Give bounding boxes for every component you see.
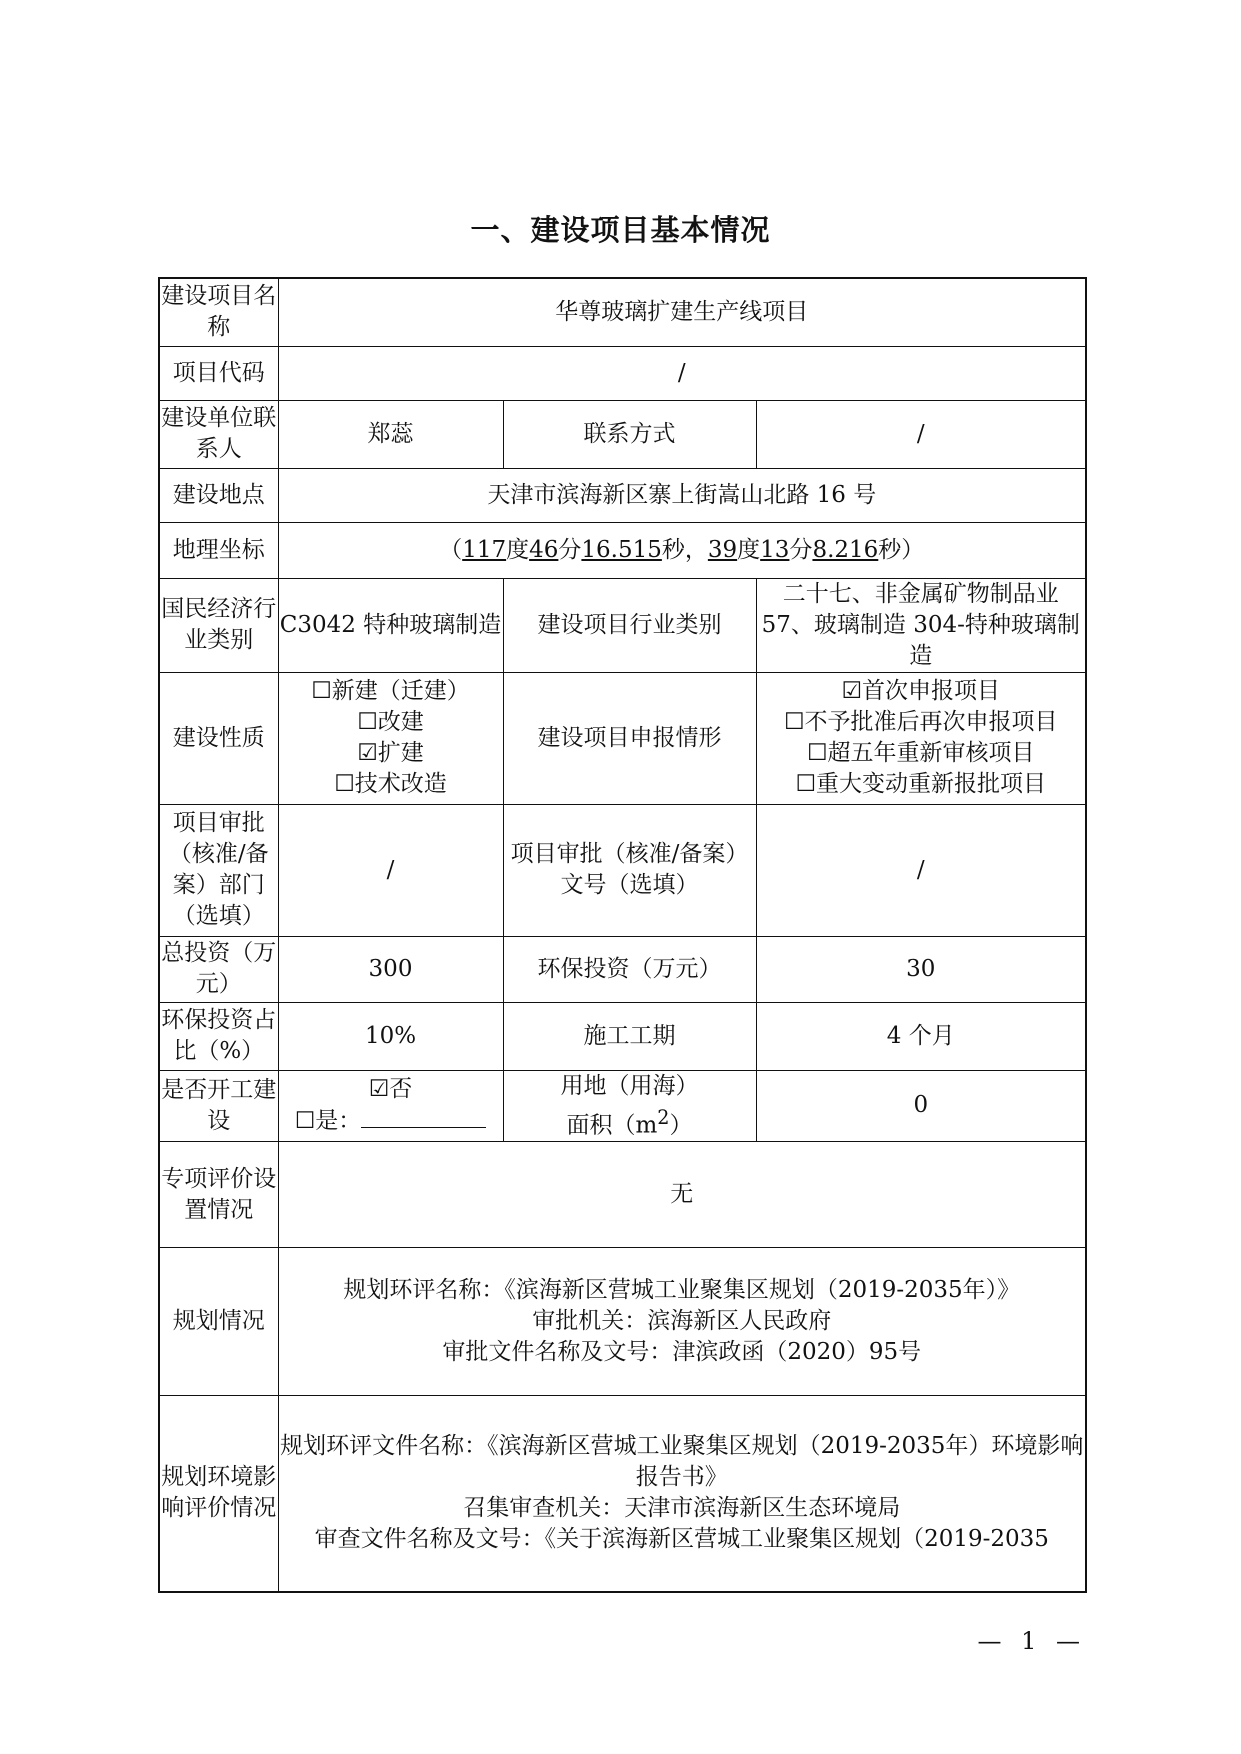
- coords-unit-min-2: 分: [789, 536, 813, 563]
- value-construction-period: 4 个月: [756, 1002, 1086, 1070]
- label-construction-period: 施工工期: [503, 1002, 756, 1070]
- row-contact: [159, 400, 1086, 468]
- value-coords: [278, 522, 1086, 578]
- label-industry: 国民经济行业类别: [159, 578, 278, 672]
- checkbox-major-change[interactable]: ☐重大变动重新报批项目: [795, 771, 1047, 797]
- label-project-name: 建设项目名称: [159, 278, 278, 346]
- label-nature: 建设性质: [159, 672, 278, 804]
- coords-lat-min: 13: [760, 536, 790, 563]
- row-nature: [159, 672, 1086, 804]
- planning-env-content: [278, 1396, 1086, 1592]
- coords-separator: ，: [684, 536, 708, 563]
- coords-lon-sec: 16.515: [581, 536, 662, 563]
- row-project-code: [159, 346, 1086, 400]
- row-investment: [159, 936, 1086, 1002]
- land-area-text: 面积（m: [566, 1112, 658, 1139]
- row-coords: [159, 522, 1086, 578]
- row-planning: [159, 1248, 1086, 1396]
- label-started: 是否开工建设: [159, 1070, 278, 1142]
- page-title: 一、建设项目基本情况: [470, 213, 771, 247]
- checkbox-not-started[interactable]: ☑否: [368, 1076, 413, 1103]
- value-project-industry: 二十七、非金属矿物制品业 57、玻璃制造 304-特种玻璃制造: [756, 578, 1086, 672]
- label-land-area: [503, 1070, 756, 1142]
- row-project-name: [159, 278, 1086, 346]
- checkbox-five-year-review[interactable]: ☐超五年重新审核项目: [806, 740, 1035, 766]
- page-number: — 1 —: [977, 1627, 1086, 1655]
- land-area-line-1: 用地（用海）: [560, 1072, 699, 1099]
- coords-unit-sec-1: 秒: [661, 536, 685, 563]
- value-total-investment: 300: [278, 936, 503, 1002]
- coords-lat-deg: 39: [707, 536, 738, 563]
- label-planning-env: 规划环境影响评价情况: [159, 1396, 278, 1592]
- row-industry: [159, 578, 1086, 672]
- value-location: 天津市滨海新区寨上街嵩山北路 16 号: [278, 468, 1086, 522]
- label-project-code: 项目代码: [159, 346, 278, 400]
- row-env-ratio: [159, 1002, 1086, 1070]
- coords-lat-sec: 8.216: [812, 536, 879, 563]
- value-approval-dept: /: [278, 804, 503, 936]
- nature-options: [278, 672, 503, 804]
- planning-line: 规划环评名称：《滨海新区营城工业聚集区规划（2019-2035年）》: [343, 1277, 1021, 1304]
- label-approval-dept: 项目审批（核准/备案）部门（选填）: [159, 804, 278, 936]
- checkbox-tech-upgrade[interactable]: ☐技术改造: [334, 771, 447, 797]
- application-options: [756, 672, 1086, 804]
- checkbox-new[interactable]: ☐新建（迁建）: [311, 678, 470, 704]
- label-approval-number: 项目审批（核准/备案）文号（选填）: [503, 804, 756, 936]
- value-approval-number: /: [756, 804, 1086, 936]
- project-info-table: [158, 277, 1087, 1593]
- checkbox-first-application[interactable]: ☑首次申报项目: [841, 678, 1001, 704]
- checkbox-rebuild[interactable]: ☐改建: [357, 709, 424, 735]
- label-contact: 建设单位联系人: [159, 400, 278, 468]
- label-env-investment: 环保投资（万元）: [503, 936, 756, 1002]
- value-contact: 郑蕊: [278, 400, 503, 468]
- value-project-code: /: [278, 346, 1086, 400]
- coords-unit-min-1: 分: [558, 536, 582, 563]
- planning-env-line: 审查文件名称及文号：《关于滨海新区营城工业聚集区规划（2019-2035: [314, 1526, 1049, 1553]
- started-options: [278, 1070, 503, 1142]
- coords-lon-deg: 117: [462, 536, 507, 563]
- value-contact-method: /: [756, 400, 1086, 468]
- started-yes-line: [279, 1105, 503, 1137]
- planning-env-line: 召集审查机关：天津市滨海新区生态环境局: [463, 1495, 901, 1522]
- coords-lon-min: 46: [529, 536, 559, 563]
- land-area-superscript: 2: [657, 1105, 670, 1129]
- row-approval: [159, 804, 1086, 936]
- row-planning-env: [159, 1396, 1086, 1592]
- land-area-close: ）: [669, 1112, 693, 1139]
- coords-unit-deg-2: 度: [737, 536, 761, 563]
- coords-close: 秒）: [878, 536, 925, 563]
- started-date-blank[interactable]: [361, 1105, 486, 1128]
- planning-content: [278, 1248, 1086, 1396]
- row-location: [159, 468, 1086, 522]
- planning-line: 审批机关：滨海新区人民政府: [532, 1308, 832, 1335]
- row-started: [159, 1070, 1086, 1142]
- label-contact-method: 联系方式: [503, 400, 756, 468]
- value-env-ratio: 10%: [278, 1002, 503, 1070]
- planning-line: 审批文件名称及文号：津滨政函（2020）95号: [442, 1339, 922, 1366]
- label-env-ratio: 环保投资占比（%）: [159, 1002, 278, 1070]
- label-planning: 规划情况: [159, 1248, 278, 1396]
- planning-env-line: 规划环评文件名称：《滨海新区营城工业聚集区规划（2019-2035年）环境影响报告书》: [280, 1433, 1084, 1491]
- value-land-area: 0: [756, 1070, 1086, 1142]
- label-location: 建设地点: [159, 468, 278, 522]
- label-application-type: 建设项目申报情形: [503, 672, 756, 804]
- label-coords: 地理坐标: [159, 522, 278, 578]
- row-special-eval: [159, 1142, 1086, 1248]
- coords-open: （: [439, 536, 463, 563]
- label-total-investment: 总投资（万元）: [159, 936, 278, 1002]
- checkbox-started[interactable]: ☐是：: [294, 1108, 362, 1135]
- value-env-investment: 30: [756, 936, 1086, 1002]
- label-special-eval: 专项评价设置情况: [159, 1142, 278, 1248]
- value-special-eval: 无: [278, 1142, 1086, 1248]
- checkbox-reapply-after-rejection[interactable]: ☐不予批准后再次申报项目: [783, 709, 1058, 735]
- value-project-name: 华尊玻璃扩建生产线项目: [278, 278, 1086, 346]
- label-project-industry: 建设项目行业类别: [503, 578, 756, 672]
- coords-unit-deg-1: 度: [506, 536, 530, 563]
- checkbox-expand[interactable]: ☑扩建: [357, 740, 424, 766]
- value-industry: C3042 特种玻璃制造: [278, 578, 503, 672]
